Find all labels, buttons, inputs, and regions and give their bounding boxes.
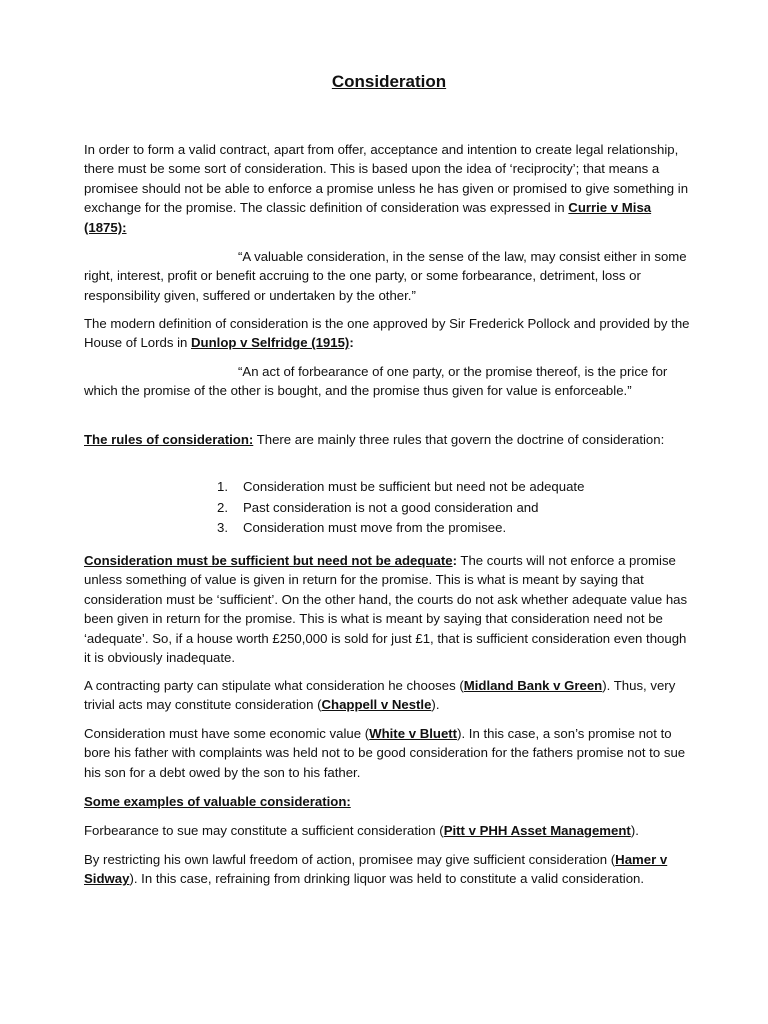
list-item xyxy=(217,477,687,498)
list-item-text: Consideration must be sufficient but need not be adequate xyxy=(243,479,585,494)
list-item-text: Past consideration is not a good consideration and xyxy=(243,499,539,515)
sufficiency-paragraph xyxy=(84,551,696,667)
case-dunlop-v-selfridge: Dunlop v Selfridge (1915) xyxy=(191,335,350,351)
restriction-text-a: By restricting his own lawful freedom of action, promisee may give sufficient consideration ( xyxy=(84,852,616,867)
restriction-paragraph xyxy=(84,850,696,889)
stipulate-text-c: ). xyxy=(431,697,440,713)
sufficiency-colon: : xyxy=(452,553,457,568)
economic-value-text-b: ). In this case, a son’s promise not to bore his father with complaints was held not to be good consideration for the fathers promise not to sue his son for a debt owed by the son to his father. xyxy=(84,726,686,780)
intro-text: In order to form a valid contract, apart from offer, acceptance and intention to create legal relationship, there must be some sort of consideration. This is based upon the idea of ‘reciprocity’; that means a promisee should not be able to enforce a promise unless he has given or promised to give something in exchange for the promise. The classic definition of consideration was expressed in xyxy=(84,142,689,216)
rules-paragraph xyxy=(84,430,696,449)
economic-value-text-a: Consideration must have some economic value ( xyxy=(84,726,370,741)
forbearance-text-a: Forbearance to sue may constitute a sufficient consideration ( xyxy=(84,823,444,838)
list-item-text: Consideration must move from the promisee. xyxy=(243,520,507,535)
list-item xyxy=(217,498,687,519)
case-chappell-v-nestle: Chappell v Nestle xyxy=(321,697,432,713)
list-item-number: 3. xyxy=(217,520,228,535)
list-item-number: 2. xyxy=(217,499,228,515)
restriction-text-b: ). In this case, refraining from drinking liquor was held to constitute a valid consideration. xyxy=(129,871,645,887)
modern-definition-text: The modern definition of consideration is the one approved by Sir Frederick Pollock and provided by the House of Lords in xyxy=(84,316,690,351)
forbearance-text-b: ). xyxy=(630,823,639,838)
intro-paragraph xyxy=(84,140,696,237)
stipulate-text-b: ). Thus, very trivial acts may constitute consideration ( xyxy=(84,678,676,713)
examples-heading: Some examples of valuable consideration: xyxy=(84,794,351,809)
rules-intro-text: There are mainly three rules that govern the doctrine of consideration: xyxy=(253,432,665,447)
rules-heading: The rules of consideration: xyxy=(84,432,254,447)
case-white-v-bluett: White v Bluett xyxy=(369,726,458,741)
page-title: Consideration xyxy=(331,72,447,91)
quote-currie-text: “A valuable consideration, in the sense of the law, may consist either in some right, interest, profit or benefit accruing to the one party, or some forbearance, detriment, loss or responsibility given, suffered or undertaken by the other.” xyxy=(84,249,687,303)
stipulate-paragraph xyxy=(84,676,696,715)
forbearance-paragraph xyxy=(84,821,696,840)
case-hamer-v-sidway: Hamer v Sidway xyxy=(84,852,668,887)
case-pitt-v-phh: Pitt v PHH Asset Management xyxy=(443,823,631,838)
case-currie-v-misa: Currie v Misa (1875): xyxy=(84,200,652,235)
quote-dunlop xyxy=(84,362,696,401)
quote-dunlop-text: “An act of forbearance of one party, or the promise thereof, is the price for which the promise of the other is bought, and the promise thus given for value is enforceable.” xyxy=(84,364,668,399)
rules-list xyxy=(217,477,687,539)
modern-definition-paragraph xyxy=(84,314,696,353)
quote-currie xyxy=(84,247,696,305)
list-item-number: 1. xyxy=(217,479,228,494)
list-item xyxy=(217,518,687,539)
sufficiency-heading: Consideration must be sufficient but need not be adequate xyxy=(84,553,453,568)
case-midland-bank-v-green: Midland Bank v Green xyxy=(463,678,603,693)
sufficiency-text: The courts will not enforce a promise unless something of value is given in return for the promise. This is what is meant by saying that consideration must be ‘sufficient’. On the other hand, the courts do not ask whether adequate value has been given in return for the promise. This is what is meant by saying that consideration need not be ‘adequate’. So, if a house worth £250,000 is sold for just £1, that is sufficient consideration even though it is obviously inadequate. xyxy=(84,553,688,666)
modern-definition-colon: : xyxy=(349,335,354,351)
stipulate-text-a: A contracting party can stipulate what consideration he chooses ( xyxy=(84,678,464,693)
economic-value-paragraph xyxy=(84,724,696,782)
examples-heading-paragraph xyxy=(84,792,696,811)
